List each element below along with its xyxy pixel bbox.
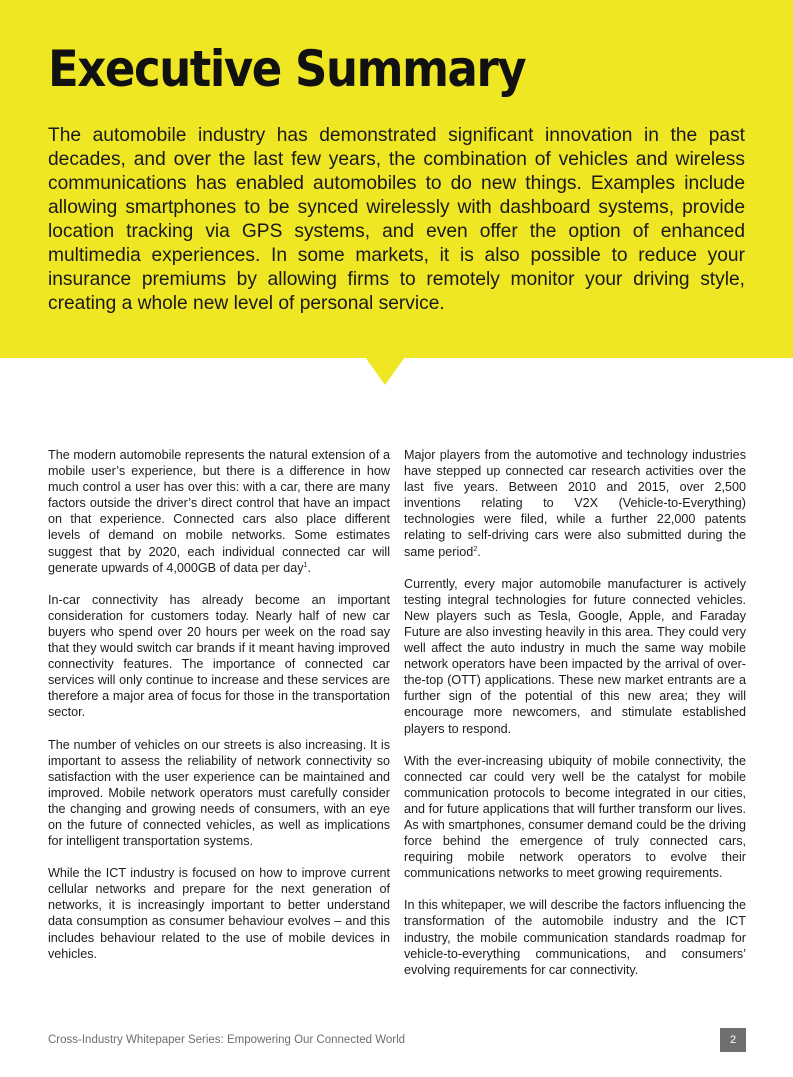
right-column	[404, 447, 746, 978]
body-paragraph: While the ICT industry is focused on how to improve current cellular networks and prepare for the next generation of networks, it is increasingly important to better understand data consumption as consumer behaviour evolves – and this includes behaviour related to the use of mobile devices in vehicles.	[48, 866, 390, 961]
body-paragraph: In-car connectivity has already become an important consideration for customers today. Nearly half of new car buyers who spend over 20 hours per week on the road say that they would switch car brands if it meant having improved connectivity features. The importance of connected car services will only continue to increase and these services are therefore a major area of focus for those in the transportation sector.	[48, 592, 390, 720]
footnote-marker[interactable]: 2	[473, 545, 478, 553]
header-banner	[0, 0, 793, 358]
page-number: 2	[720, 1028, 746, 1052]
body-paragraph: With the ever-increasing ubiquity of mobile connectivity, the connected car could very well be the catalyst for mobile communication protocols to become integrated in our cities, and for future applications that will further transform our lives. As with smartphones, consumer demand could be the driving force behind the emergence of truly connected cars, requiring mobile network operators to evolve their communications networks to meet growing requirements.	[404, 753, 746, 881]
body-paragraph: Major players from the automotive and technology industries have stepped up connected car research activities over the last five years. Between 2010 and 2015, over 2,500 inventions relating to V2X (Vehicle-to-Everything) technologies were filed, while a further 22,000 patents relating to self-driving cars were also submitted during the same period$^2$.	[404, 448, 746, 559]
body-paragraph: In this whitepaper, we will describe the factors influencing the transformation of the automobile industry and the ICT industry, the mobile communication standards roadmap for vehicle-to-everything communications, and consumers’ evolving requirements for car connectivity.	[404, 898, 746, 977]
banner-pointer	[365, 357, 405, 385]
body-paragraph: Currently, every major automobile manufacturer is actively testing integral technologies for future connected vehicles. New players such as Tesla, Google, Apple, and Faraday Future are also investing heavily in this area. They could very well affect the auto industry in much the same way mobile network operators have been impacted by the arrival of over-the-top (OTT) applications. These new market entrants are a further sign of the potential of this new area; they will encourage more newcomers, and stimulate established players to respond.	[404, 576, 746, 736]
body-paragraph: The modern automobile represents the natural extension of a mobile user’s experience, but there is a difference in how much control a user has over this: with a car, there are many factors outside the driver’s direct control that have an impact on that experience. Connected cars also place different levels of demand on mobile networks. Some estimates suggest that by 2020, each individual connected car will generate upwards of 4,000GB of data per day$^1$.	[48, 448, 390, 575]
body-paragraph: The number of vehicles on our streets is also increasing. It is important to assess the reliability of network connectivity so satisfaction with the user experience can be maintained and improved. Mobile network operators must carefully consider the changing and growing needs of consumers, with an eye on the future of connected vehicles, as well as implications for intelligent transportation systems.	[48, 737, 390, 849]
page-title: Executive Summary	[48, 40, 526, 98]
footnote-marker[interactable]: 1	[303, 561, 308, 569]
left-column	[48, 447, 390, 962]
intro-paragraph: The automobile industry has demonstrated significant innovation in the past decades, and over the last few years, the combination of vehicles and wireless communications has enabled automobiles to do new things. Examples include allowing smartphones to be synced wirelessly with dashboard systems, provide location tracking via GPS systems, and even offer the option of enhanced multimedia experiences. In some markets, it is also possible to reduce your insurance premiums by allowing firms to remotely monitor your driving style, creating a whole new level of personal service.	[48, 125, 745, 314]
footer-series-title: Cross-Industry Whitepaper Series: Empowering Our Connected World	[48, 1034, 406, 1046]
